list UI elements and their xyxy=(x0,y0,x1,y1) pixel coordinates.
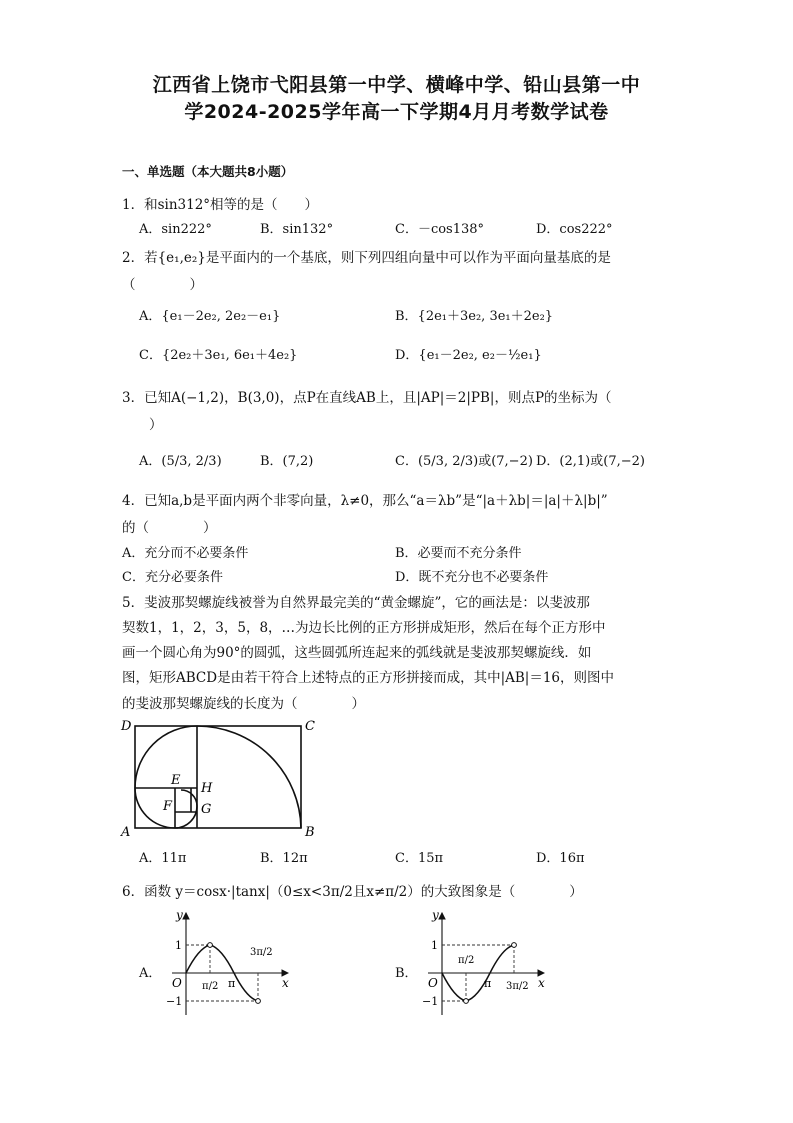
q6-stem: 6．函数 y＝cosx·|tanx|（0≤x<3π/2且x≠π/2）的大致图象是（ ） xyxy=(122,884,583,900)
label-g: G xyxy=(201,802,212,817)
spiral-arc xyxy=(135,726,301,828)
q4-option-a: A．充分而不必要条件 xyxy=(122,546,249,561)
rectangle-abcd xyxy=(135,726,301,828)
tick-neg-1: −1 xyxy=(166,995,183,1008)
q5-line-5: 的斐波那契螺旋线的长度为（ ） xyxy=(122,696,365,712)
tick-three-half-pi: 3π/2 xyxy=(250,947,273,958)
q5-line-2: 契数1，1，2，3，5，8，…为边长比例的正方形拼成矩形，然后在每个正方形中 xyxy=(122,620,606,636)
q2-option-b: B．{2e₁＋3e₂, 3e₁＋2e₂} xyxy=(395,309,554,324)
q1-option-d: D．cos222° xyxy=(536,222,613,237)
x-axis-label: x xyxy=(282,976,289,990)
q3-stem-cont: ） xyxy=(122,417,163,433)
q5-line-4: 图，矩形ABCD是由若干符合上述特点的正方形拼接而成，其中|AB|＝16，则图中 xyxy=(122,670,615,686)
q4-stem-cont: 的（ ） xyxy=(122,520,217,536)
q1-option-a: A．sin222° xyxy=(139,222,212,237)
tick-1: 1 xyxy=(175,939,182,952)
q1-option-b: B．sin132° xyxy=(260,222,334,237)
tick-three-half-pi: 3π/2 xyxy=(506,981,529,992)
label-f: F xyxy=(163,799,173,814)
q4-stem: 4．已知a,b是平面内两个非零向量，λ≠0，那么“a＝λb”是“|a＋λb|＝|a|＋λ|b|” xyxy=(122,493,608,509)
label-h: H xyxy=(201,781,213,796)
q3-option-b: B．(7,2) xyxy=(260,454,314,469)
y-axis-label: y xyxy=(432,908,439,922)
q4-option-b: B．必要而不充分条件 xyxy=(395,546,522,561)
q3-stem: 3．已知A(−1,2)，B(3,0)，点P在直线AB上，且|AP|＝2|PB|，则点P的坐标为（ xyxy=(122,390,612,406)
fibonacci-spiral-figure xyxy=(115,712,325,840)
label-e: E xyxy=(171,773,181,788)
q2-option-d: D．{e₁－2e₂, e₂－½e₁} xyxy=(395,348,542,363)
q4-option-c: C．充分必要条件 xyxy=(122,570,223,585)
tick-1: 1 xyxy=(431,939,438,952)
title-line-1: 江西省上饶市弋阳县第一中学、横峰中学、铅山县第一中 xyxy=(152,74,641,96)
tick-pi: π xyxy=(484,977,492,990)
q6-graph-b xyxy=(416,907,556,1019)
origin-label: O xyxy=(172,976,182,990)
q2-stem-cont: （ ） xyxy=(122,277,203,293)
q5-line-3: 画一个圆心角为90°的圆弧，这些圆弧所连起来的弧线就是斐波那契螺旋线．如 xyxy=(122,645,592,661)
title-line-2: 学2024-2025学年高一下学期4月月考数学试卷 xyxy=(184,101,609,123)
y-axis-label: y xyxy=(176,908,183,922)
origin-label: O xyxy=(428,976,438,990)
section-header: 一、单选题（本大题共8小题） xyxy=(122,164,294,179)
q3-option-d: D．(2,1)或(7,−2) xyxy=(536,454,645,469)
q2-stem: 2．若{e₁,e₂}是平面内的一个基底，则下列四组向量中可以作为平面向量基底的是 xyxy=(122,250,611,266)
tick-pi: π xyxy=(228,977,236,990)
label-c: C xyxy=(305,719,315,734)
q5-line-1: 5．斐波那契螺旋线被誉为自然界最完美的“黄金螺旋”，它的画法是：以斐波那 xyxy=(122,595,590,611)
q4-option-d: D．既不充分也不必要条件 xyxy=(395,570,549,585)
q6-option-b: B． xyxy=(395,966,418,981)
q5-option-d: D．16π xyxy=(536,851,585,866)
label-a: A xyxy=(121,825,131,840)
q6-option-a: A． xyxy=(139,966,162,981)
q5-option-b: B．12π xyxy=(260,851,308,866)
q5-option-a: A．11π xyxy=(139,851,187,866)
q3-option-c: C．(5/3, 2/3)或(7,−2) xyxy=(395,454,533,469)
tick-half-pi: π/2 xyxy=(458,955,475,966)
tick-neg-1: −1 xyxy=(422,995,439,1008)
q2-option-a: A．{e₁－2e₂, 2e₂－e₁} xyxy=(139,309,281,324)
q5-option-c: C．15π xyxy=(395,851,444,866)
q6-graph-a xyxy=(160,907,300,1019)
q2-option-c: C．{2e₂＋3e₁, 6e₁＋4e₂} xyxy=(139,348,298,363)
q1-stem: 1．和sin312°相等的是（ ） xyxy=(122,197,319,213)
label-d: D xyxy=(121,719,132,734)
label-b: B xyxy=(305,825,315,840)
q3-option-a: A．(5/3, 2/3) xyxy=(139,454,222,469)
q1-option-c: C．－cos138° xyxy=(395,222,485,237)
tick-half-pi: π/2 xyxy=(202,981,219,992)
x-axis-label: x xyxy=(538,976,545,990)
